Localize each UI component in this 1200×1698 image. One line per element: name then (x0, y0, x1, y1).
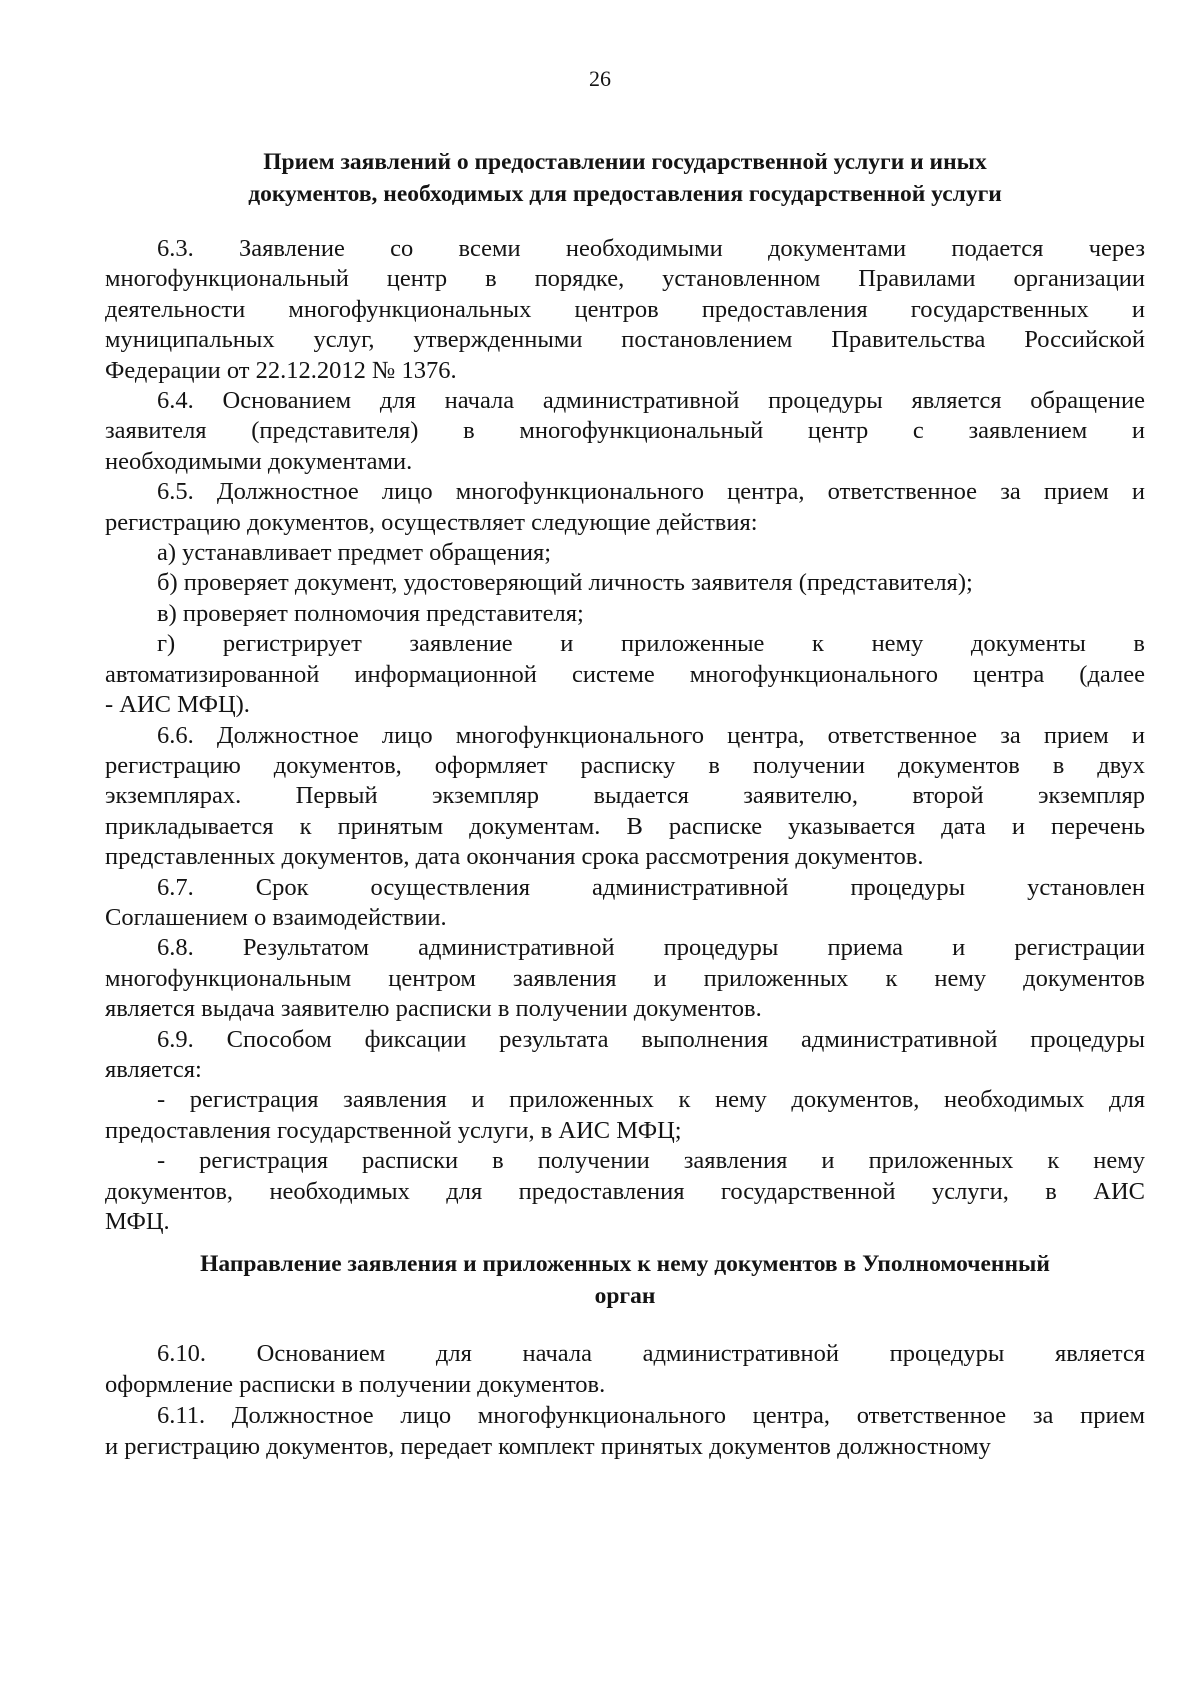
page-number: 26 (589, 66, 611, 91)
paragraph-line: Федерации от 22.12.2012 № 1376. (105, 356, 457, 384)
paragraph-line: многофункциональный центр в порядке, установленном Правилами организации (105, 265, 1145, 293)
paragraph-line: 6.3. Заявление со всеми необходимыми документами подается через (157, 235, 1145, 262)
paragraph-p6-8 (105, 933, 1145, 1024)
paragraph-line: является: (105, 1055, 202, 1083)
paragraph-p6-9 (105, 1025, 1145, 1086)
paragraph-line: регистрацию документов, оформляет расписку в получении документов в двух (105, 751, 1145, 779)
paragraph-line: регистрацию документов, осуществляет следующие действия: (105, 508, 758, 536)
paragraph-line: 6.5. Должностное лицо многофункционального центра, ответственное за прием и (157, 478, 1145, 506)
paragraph-p6-5d (105, 629, 1145, 720)
paragraph-line: 6.11. Должностное лицо многофункционального центра, ответственное за прием (157, 1402, 1145, 1429)
paragraph-line: 6.8. Результатом административной процедуры приема и регистрации (157, 934, 1145, 962)
paragraph-p6-7 (105, 873, 1145, 934)
paragraph-p6-9-2 (105, 1146, 1145, 1237)
section-body-reception (105, 234, 1145, 1237)
paragraph-line: 6.9. Способом фиксации результата выполнения административной процедуры (157, 1025, 1145, 1053)
paragraph-line: многофункциональным центром заявления и приложенных к нему документов (105, 964, 1145, 992)
paragraph-p6-5 (105, 477, 1145, 538)
paragraph-line: б) проверяет документ, удостоверяющий личность заявителя (представителя); (157, 569, 973, 597)
paragraph-p6-4 (105, 386, 1145, 477)
paragraph-line: - регистрация расписки в получении заявления и приложенных к нему (157, 1147, 1145, 1175)
paragraph-line: необходимыми документами. (105, 447, 413, 475)
paragraph-line: оформление расписки в получении документов. (105, 1371, 606, 1398)
paragraph-line: а) устанавливает предмет обращения; (157, 539, 552, 567)
paragraph-p6-10 (105, 1338, 1145, 1400)
paragraph-line: МФЦ. (105, 1208, 170, 1235)
heading-line: орган (594, 1283, 656, 1309)
paragraph-p6-6 (105, 721, 1145, 873)
paragraph-line: 6.7. Срок осуществления административной процедуры установлен (157, 873, 1145, 901)
heading-line: Прием заявлений о предоставлении государственной услуги и иных (263, 149, 987, 175)
paragraph-line: в) проверяет полномочия представителя; (157, 599, 584, 627)
paragraph-line: экземплярах. Первый экземпляр выдается заявителю, второй экземпляр (105, 782, 1145, 810)
heading-line: Направление заявления и приложенных к нему документов в Уполномоченный (200, 1251, 1050, 1277)
paragraph-line: предоставления государственной услуги, в АИС МФЦ; (105, 1116, 682, 1144)
paragraph-line: и регистрацию документов, передает комплект принятых документов должностному (105, 1433, 991, 1460)
paragraph-line: является выдача заявителю расписки в получении документов. (105, 995, 762, 1023)
paragraph-line: деятельности многофункциональных центров предоставления государственных и (105, 295, 1145, 323)
paragraph-line: документов, необходимых для предоставления государственной услуги, в АИС (105, 1177, 1145, 1205)
paragraph-line: 6.4. Основанием для начала административной процедуры является обращение (157, 387, 1145, 415)
paragraph-line: Соглашением о взаимодействии. (105, 903, 447, 931)
paragraph-p6-5a (105, 538, 1145, 568)
paragraph-line: муниципальных услуг, утвержденными постановлением Правительства Российской (105, 326, 1145, 354)
paragraph-line: представленных документов, дата окончания срока рассмотрения документов. (105, 843, 924, 871)
paragraph-p6-11 (105, 1400, 1145, 1462)
paragraph-line: 6.6. Должностное лицо многофункционального центра, ответственное за прием и (157, 721, 1145, 749)
section-heading-reception (110, 146, 1140, 210)
paragraph-line: прикладывается к принятым документам. В расписке указывается дата и перечень (105, 812, 1145, 840)
section-heading-transfer (110, 1248, 1140, 1312)
paragraph-line: заявителя (представителя) в многофункциональный центр с заявлением и (105, 417, 1145, 445)
paragraph-line: г) регистрирует заявление и приложенные к нему документы в (157, 630, 1145, 658)
section-body-transfer (105, 1338, 1145, 1462)
paragraph-p6-3 (105, 234, 1145, 386)
paragraph-line: - АИС МФЦ). (105, 691, 250, 719)
paragraph-p6-9-1 (105, 1085, 1145, 1146)
paragraph-p6-5b (105, 568, 1145, 598)
paragraph-line: 6.10. Основанием для начала административной процедуры является (157, 1340, 1145, 1367)
paragraph-line: автоматизированной информационной системе многофункционального центра (далее (105, 660, 1145, 688)
heading-line: документов, необходимых для предоставления государственной услуги (248, 181, 1002, 207)
paragraph-p6-5c (105, 599, 1145, 629)
paragraph-line: - регистрация заявления и приложенных к нему документов, необходимых для (157, 1086, 1145, 1114)
